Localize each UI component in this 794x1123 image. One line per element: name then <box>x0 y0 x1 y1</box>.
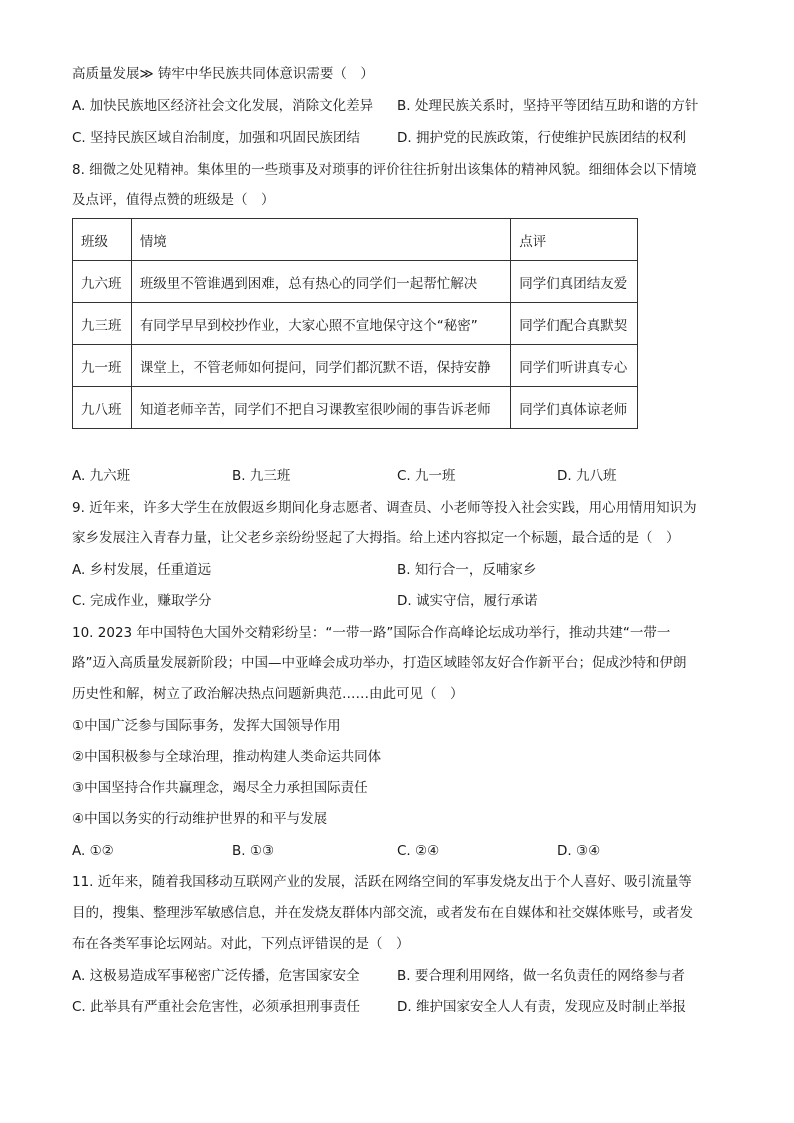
table-cell: 九三班 <box>73 303 132 345</box>
q9-option-a: A. 乡村发展，任重道远 <box>72 562 212 578</box>
q8-stem-line-2: 及点评，值得点赞的班级是（ ） <box>72 192 275 208</box>
table-cell: 同学们真体谅老师 <box>511 387 638 429</box>
q9-stem-line-1: 9. 近年来，许多大学生在放假返乡期间化身志愿者、调查员、小老师等投入社会实践，用心用情用知识为 <box>72 500 697 516</box>
q10-option-d: D. ③④ <box>557 843 601 859</box>
q8-option-d: D. 九八班 <box>557 468 617 484</box>
table-cell: 九八班 <box>73 387 132 429</box>
q10-stem-line-2: 路”迈入高质量发展新阶段；中国—中亚峰会成功举办，打造区域睦邻友好合作新平台；促成沙特和伊朗 <box>72 655 687 671</box>
table-row <box>73 303 638 345</box>
table-row <box>73 345 638 387</box>
q10-option-a: A. ①② <box>72 843 114 859</box>
q11-stem-line-1: 11. 近年来，随着我国移动互联网产业的发展，活跃在网络空间的军事发烧友出于个人喜好、吸引流量等 <box>72 874 692 890</box>
q9-option-d: D. 诚实守信，履行承诺 <box>397 593 538 609</box>
table-header-cell: 班级 <box>73 219 132 261</box>
q10-stem-line-1: 10. 2023 年中国特色大国外交精彩纷呈：“一带一路”国际合作高峰论坛成功举行，推动共建“一带一 <box>72 625 671 641</box>
q10-option-b: B. ①③ <box>232 843 275 859</box>
table-row <box>73 261 638 303</box>
table-header-cell: 点评 <box>511 219 638 261</box>
q9-stem-line-2: 家乡发展注入青春力量，让父老乡亲纷纷竖起了大拇指。给上述内容拟定一个标题，最合适的是（ ） <box>72 530 680 546</box>
q10-statement-3: ③中国坚持合作共赢理念，竭尽全力承担国际责任 <box>72 780 368 796</box>
table-cell: 同学们听讲真专心 <box>511 345 638 387</box>
q7-option-d: D. 拥护党的民族政策，行使维护民族团结的权利 <box>397 130 686 146</box>
q7-option-b: B. 处理民族关系时，坚持平等团结互助和谐的方针 <box>397 98 699 114</box>
table-row <box>73 387 638 429</box>
q8-option-a: A. 九六班 <box>72 468 131 484</box>
table-header-row <box>73 219 638 261</box>
q8-option-b: B. 九三班 <box>232 468 291 484</box>
q10-statement-4: ④中国以务实的行动维护世界的和平与发展 <box>72 811 328 827</box>
q10-statement-1: ①中国广泛参与国际事务，发挥大国领导作用 <box>72 718 341 734</box>
q7-option-c: C. 坚持民族区域自治制度，加强和巩固民族团结 <box>72 130 361 146</box>
q8-stem-line-1: 8. 细微之处见精神。集体里的一些琐事及对琐事的评价往往折射出该集体的精神风貌。细细体会以下情境 <box>72 162 697 178</box>
table-cell: 有同学早早到校抄作业，大家心照不宣地保守这个“秘密” <box>131 303 510 345</box>
q7-stem: 高质量发展≫ 铸牢中华民族共同体意识需要（ ） <box>72 66 374 82</box>
table-cell: 知道老师辛苦，同学们不把自习课教室很吵闹的事告诉老师 <box>131 387 510 429</box>
q11-stem-line-3: 布在各类军事论坛网站。对此，下列点评错误的是（ ） <box>72 936 410 952</box>
table-cell: 九六班 <box>73 261 132 303</box>
q7-option-a: A. 加快民族地区经济社会文化发展，消除文化差异 <box>72 98 374 114</box>
q11-option-c: C. 此举具有严重社会危害性，必须承担刑事责任 <box>72 999 361 1015</box>
q11-option-d: D. 维护国家安全人人有责，发现应及时制止举报 <box>397 999 686 1015</box>
table-cell: 同学们配合真默契 <box>511 303 638 345</box>
q11-option-a: A. 这极易造成军事秘密广泛传播，危害国家安全 <box>72 968 360 984</box>
q8-table <box>72 218 638 429</box>
table-cell: 同学们真团结友爱 <box>511 261 638 303</box>
q10-option-c: C. ②④ <box>397 843 440 859</box>
table-cell: 课堂上，不管老师如何提问，同学们都沉默不语，保持安静 <box>131 345 510 387</box>
table-header-cell: 情境 <box>131 219 510 261</box>
q9-option-b: B. 知行合一，反哺家乡 <box>397 562 537 578</box>
q10-stem-line-3: 历史性和解，树立了政治解决热点问题新典范……由此可见（ ） <box>72 686 464 702</box>
q8-option-c: C. 九一班 <box>397 468 456 484</box>
q9-option-c: C. 完成作业，赚取学分 <box>72 593 212 609</box>
table-cell: 九一班 <box>73 345 132 387</box>
table-cell: 班级里不管谁遇到困难，总有热心的同学们一起帮忙解决 <box>131 261 510 303</box>
q11-option-b: B. 要合理利用网络，做一名负责任的网络参与者 <box>397 968 685 984</box>
q10-statement-2: ②中国积极参与全球治理，推动构建人类命运共同体 <box>72 749 382 765</box>
q11-stem-line-2: 目的，搜集、整理涉军敏感信息，并在发烧友群体内部交流，或者发布在自媒体和社交媒体账号，或者发 <box>72 905 693 921</box>
